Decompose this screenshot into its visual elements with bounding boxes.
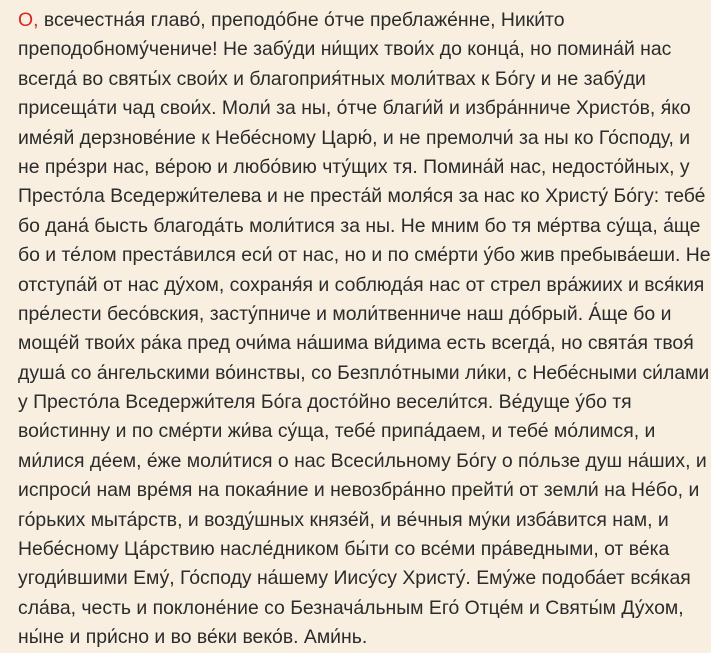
- prayer-line: бо и те́лом преста́вился еси́ от нас, но и по сме́рти у́бо жив пребыва́еши. Не: [18, 244, 711, 267]
- prayer-line: душа́ со а́нгельскими во́инствы, со Безпло́тными ли́ки, с Небе́сными си́лами: [18, 361, 710, 384]
- prayer-line: [18, 6, 693, 35]
- red-initial-letter: О,: [18, 9, 39, 31]
- prayer-line: Небе́сному Ца́рствию насле́дником бы́ти со все́ми пра́ведными, от ве́ка: [18, 538, 670, 561]
- prayer-line: ны́не и при́сно и во ве́ки веко́в. Ами́нь.: [18, 626, 368, 649]
- prayer-line: име́яй дерзнове́ние к Небе́сному Царю́, и не премолчи́ за ны ко Го́споду, и: [18, 126, 691, 149]
- prayer-text: [18, 6, 711, 653]
- prayer-line: не пре́зри нас, ве́рою и любо́вию чту́щих тя. Помина́й нас, недосто́йных, у: [18, 155, 690, 178]
- prayer-line: вои́стинну и по сме́рти жи́ва су́ща, тебе́ припа́даем, и тебе́ мо́лимся, и: [18, 420, 656, 443]
- prayer-line: испроси́ нам вре́мя на покая́ние и невозбра́нно прейти́ от земли́ на Не́бо, и: [18, 479, 700, 502]
- prayer-line-text: всечестна́я главо́, преподо́бне о́тче преблаже́нне, Ники́то: [38, 9, 565, 31]
- prayer-line: преподобному́чениче! Не забу́ди ни́щих твои́х до конца́, но помина́й нас: [18, 38, 672, 61]
- prayer-line: всегда́ во святы́х свои́х и благоприя́тных моли́твах к Бо́гу и не забу́ди: [18, 67, 646, 90]
- prayer-line: го́рьких мыта́рств, и возду́шных князе́й, и ве́чныя му́ки изба́вится нам, и: [18, 508, 669, 531]
- prayer-line: моще́й твои́х ра́ка пред очи́ма на́шима ви́дима есть всегда́, но свята́я твоя́: [18, 332, 694, 355]
- prayer-line: Престо́ла Вседержи́телева и не преста́й моля́ся за нас ко Христу́ Бо́гу: тебе́: [18, 185, 706, 208]
- prayer-line: сла́ва, честь и поклоне́ние со Безнача́льным Его́ Отце́м и Святы́м Ду́хом,: [18, 596, 684, 619]
- prayer-line: угоди́вшими Ему́, Го́споду на́шему Иису́су Христу́. Ему́же подоба́ет вся́кая: [18, 567, 691, 590]
- prayer-line: бо дана́ бысть благода́ть моли́тися за ны. Не мним бо тя ме́ртва су́ща, а́ще: [18, 214, 701, 237]
- prayer-line: отступа́й от нас ду́хом, сохраня́я и соблюда́я нас от стрел вра́жиих и вся́кия: [18, 273, 705, 296]
- prayer-line: пре́лести бесо́вския, засту́пниче и моли́твенниче наш до́брый. А́ще бо и: [18, 302, 672, 325]
- prayer-line: ми́лися де́ем, е́же моли́тися о нас Всеси́льному Бо́гу о по́льзе душ на́ших, и: [18, 449, 707, 472]
- prayer-line: присеща́ти чад свои́х. Моли́ за ны, о́тче благи́й и избра́нниче Христо́в, я́ко: [18, 97, 691, 120]
- prayer-line: у Престо́ла Вседержи́теля Бо́га досто́йно весели́тся. Ве́дуще у́бо тя: [18, 391, 632, 414]
